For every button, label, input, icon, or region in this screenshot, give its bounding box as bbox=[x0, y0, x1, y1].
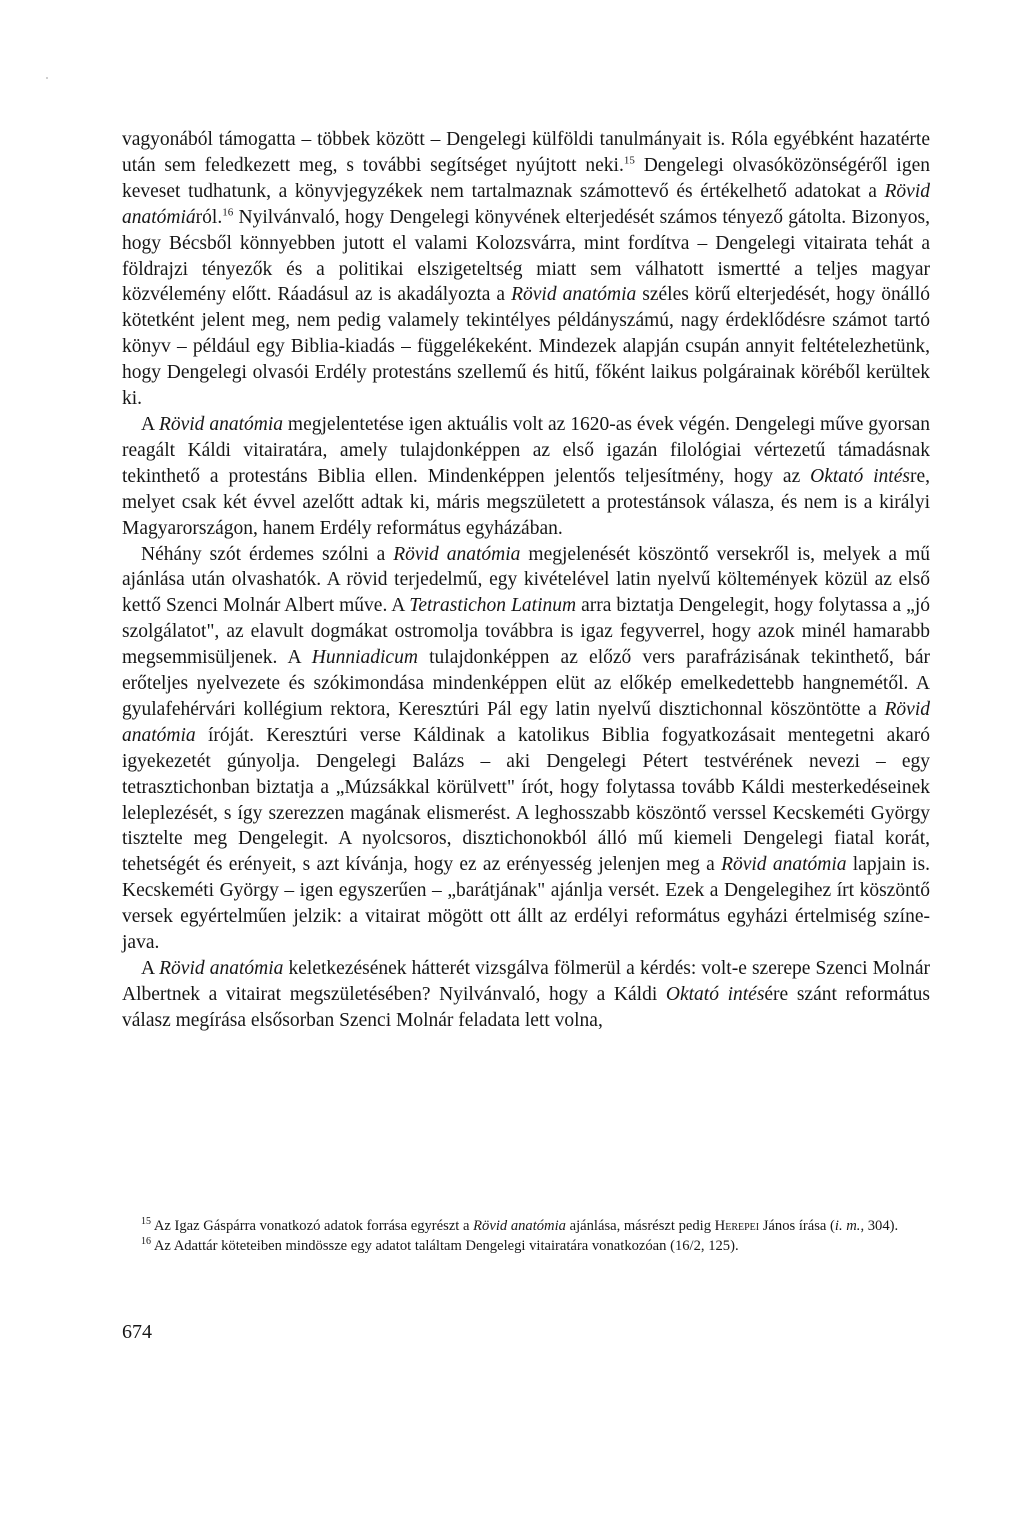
footnotes bbox=[122, 1217, 930, 1256]
footnote-ref-15: 15 bbox=[623, 154, 635, 167]
footnote-mark: 15 bbox=[141, 1216, 151, 1228]
paragraph-4: A Rövid anatómia keletkezésének hátterét vizsgálva fölmerül a kérdés: volt-e szerepe Szenci Molnár Albertnek a vitairat megszületésében? Nyilvánvaló, hogy a Káldi Oktató intésére szánt református válasz megírása elsősorban Szenci Molnár feladata lett volna, bbox=[122, 958, 930, 1031]
footnote-mark: 16 bbox=[141, 1235, 151, 1247]
author-name: Herepei bbox=[714, 1218, 760, 1234]
scan-speck bbox=[46, 77, 48, 79]
main-text bbox=[122, 127, 930, 1034]
footnote-ref-16: 16 bbox=[222, 206, 234, 219]
footnote-15: $^{15}$ Az Igaz Gáspárra vonatkozó adatok forrása egyrészt a Rövid anatómia ajánlása, másrészt pedig Herepei János írása (i. m., 304). bbox=[141, 1216, 899, 1234]
paragraph-3: Néhány szót érdemes szólni a Rövid anatómia megjelenését köszöntő versekről is, melyek a mű ajánlása után olvashatók. A rövid terjedelmű, egy kivételével latin nyelvű költemények közül az első kettő Szenci Molnár Albert műve. A Tetrastichon Latinum arra biztatja Dengelegit, hogy folytassa a „jó szolgálatot", az elavult dogmákat ostromolja továbbra is igaz fegyverrel, hogy azok minél hamarabb megsemmisüljenek. A Hunniadicum tulajdonképpen az előző vers parafrázisának tekinthető, bár erőteljes nyelvezete és szókimondása mindenképpen elüt az előkép emelkedettebb hangnemétől. A gyulafehérvári kollégium rektora, Keresztúri Pál egy latin nyelvű disztichonnal köszöntötte a Rövid anatómia íróját. Keresztúri verse Káldinak a katolikus Biblia fogyatkozásait mentegetni akaró igyekezetét gúnyolja. Dengelegi Balázs – aki Dengelegi Pétert testvérének nevezi – egy tetrasztichonban biztatja a „Múzsákkal körülvett" írót, hogy folytassa tovább Káldi mesterkedéseinek leleplezését, s így szerezzen magának elismerést. A leghosszabb köszöntő verssel Kecskeméti György tisztelte meg Dengelegit. A nyolcsoros, disztichonokból álló mű kiemeli Dengelegi fiatal korát, tehetségét és erényeit, s azt kívánja, hogy ez az erényesség jelenjen meg a Rövid anatómia lapjain is. Kecskeméti György – igen egyszerűen – „barátjának" ajánlja versét. Ezek a Dengelegihez írt köszöntő versek egyértelműen jelzik: a vitairat mögött ott állt az erdélyi református egyházi értelmiség színe-java. bbox=[122, 543, 930, 954]
paragraph-1: vagyonából támogatta – többek között – Dengelegi külföldi tanulmányait is. Róla egyébként hazatérte után sem feledkezett meg, s további segítséget nyújtott neki.$^{15}$ Dengelegi olvasóközönségéről igen keveset tudhatunk, a könyvjegyzékek nem tartalmaznak számottevő és értékelhető adatokat a Rövid anatómiáról.$^{16}$ Nyilvánvaló, hogy Dengelegi könyvének elterjedését számos tényező gátolta. Bizonyos, hogy Bécsből könnyebben jutott el valami Kolozsvárra, mint fordítva – Dengelegi vitairata tehát a földrajzi tényezők és a politikai elszigeteltség miatt sem válhatott ismertté a teljes magyar közvélemény előtt. Ráadásul az is akadályozta a Rövid anatómia széles körű elterjedését, hogy önálló kötetként jelent meg, nem pedig valamely tekintélyes példányszámú, nagy érdeklődésre számot tartó könyv – például egy Biblia-kiadás – függelékeként. Mindezek alapján csupán annyit feltételezhetünk, hogy Dengelegi olvasói Erdély protestáns szellemű és hitű, főként laikus polgárainak köréből kerültek ki. bbox=[122, 129, 930, 410]
page-number: 674 bbox=[122, 1321, 152, 1343]
paragraph-2: A Rövid anatómia megjelentetése igen aktuális volt az 1620-as évek végén. Dengelegi műve gyorsan reagált Káldi vitairatára, amely tulajdonképpen az első igazán filológiai vértezetű támadásnak tekinthető a protestáns Biblia ellen. Mindenképpen jelentős teljesítmény, hogy az Oktató intésre, melyet csak két évvel azelőtt adtak ki, máris megszületett a protestánsok válasza, és nem is a királyi Magyarországon, hanem Erdély református egyházában. bbox=[122, 413, 931, 539]
footnote-16: $^{16}$ Az Adattár köteteiben mindössze egy adatot találtam Dengelegi vitairatára vonatkozóan (16/2, 125). bbox=[141, 1235, 739, 1254]
